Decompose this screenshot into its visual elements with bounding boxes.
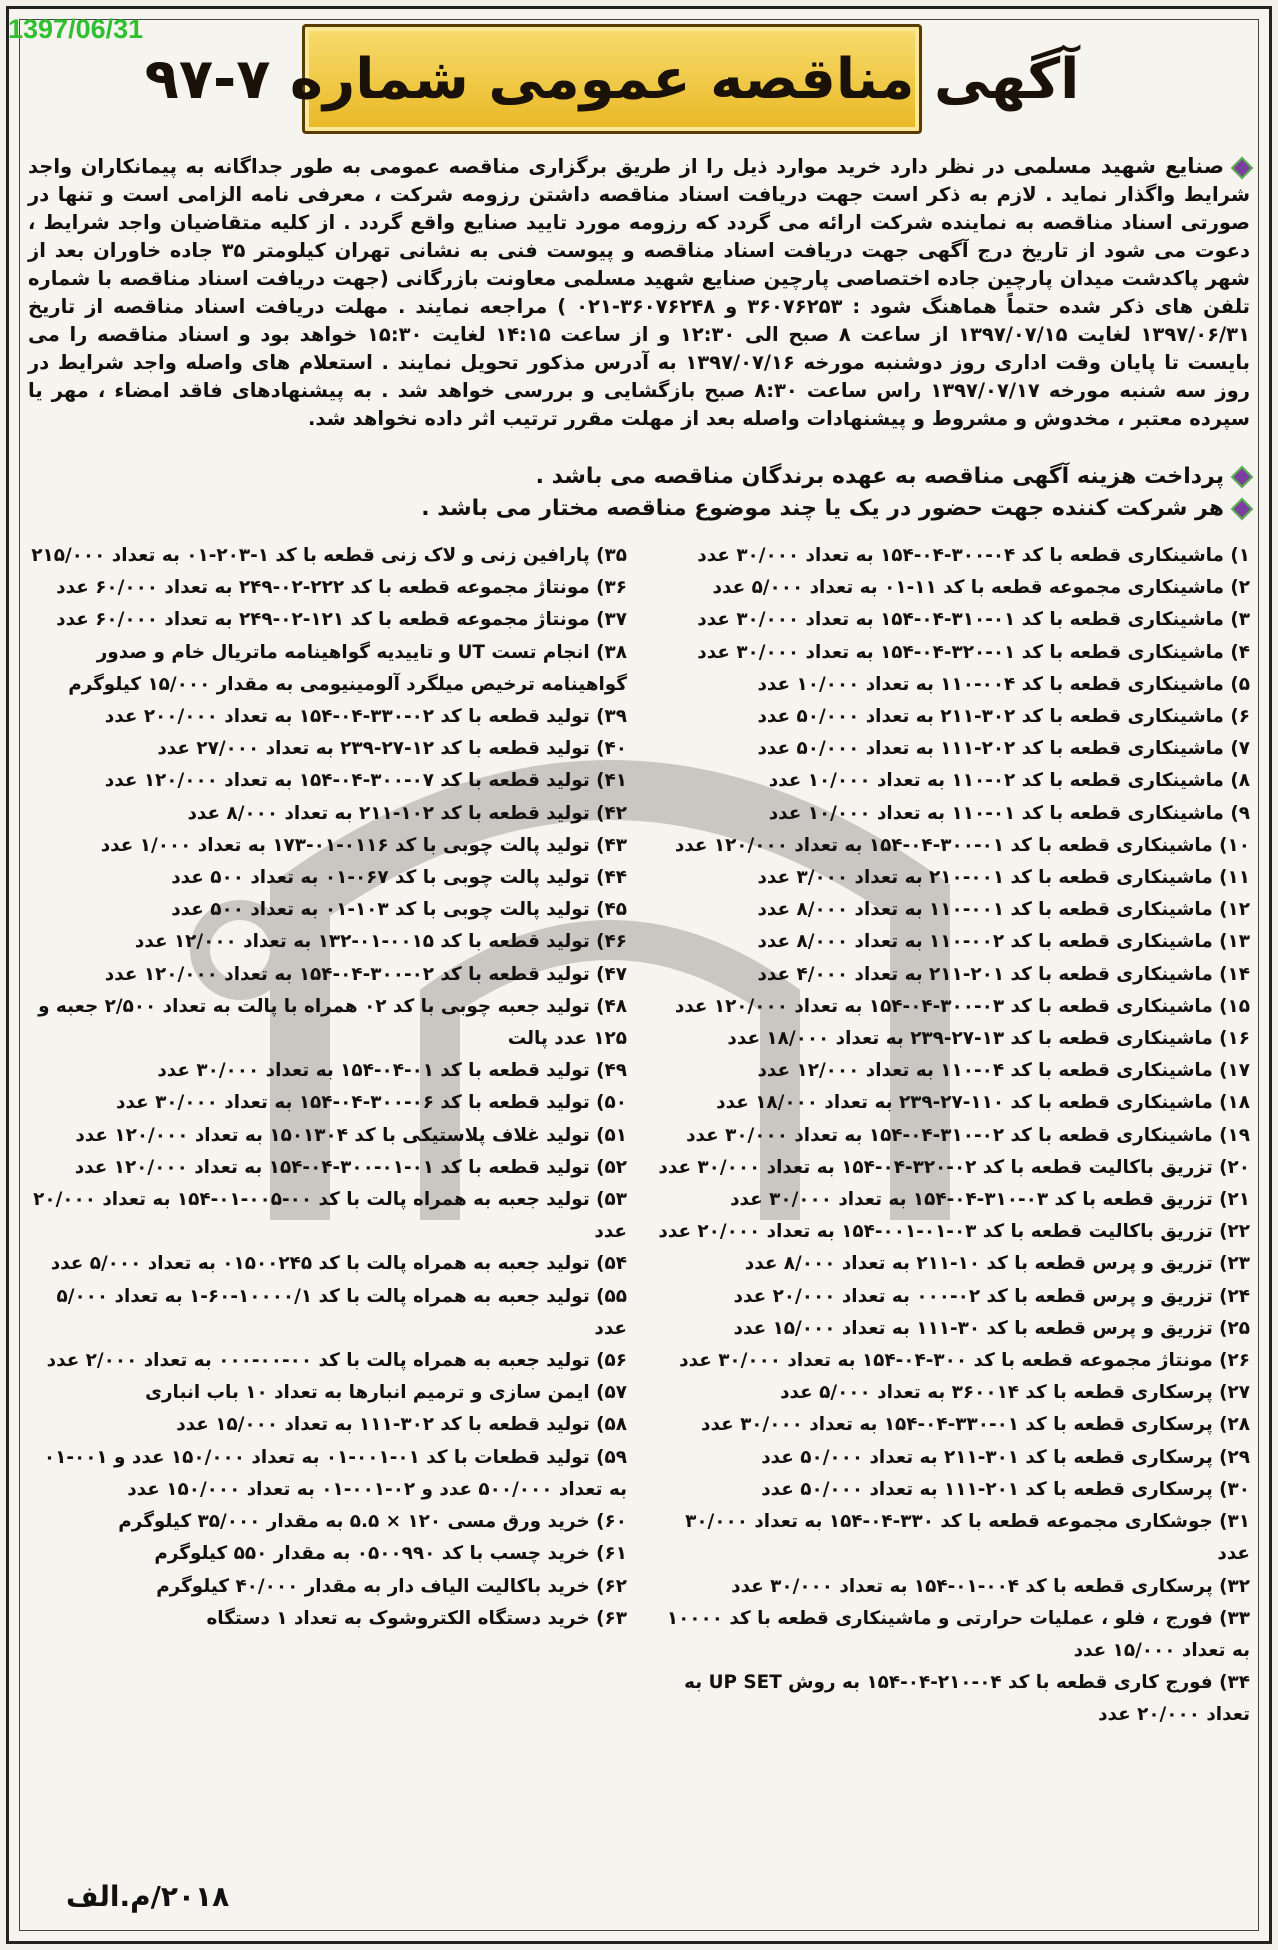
tender-item: ۶۰) خرید ورق مسی ۱۲۰ × ۵.۵ به مقدار ۳۵/۰۰۰ کیلوگرم (118, 1511, 627, 1533)
tender-item: ۱۰) ماشینکاری قطعه با کد ۰۱-۳۰۰-۰۴-۱۵۴ به تعداد ۱۲۰/۰۰۰ عدد (674, 834, 1250, 856)
tender-item: ۳۷) مونتاژ مجموعه قطعه با کد ۱۲۱-۰۲-۲۴۹ به تعداد ۶۰/۰۰۰ عدد (56, 609, 627, 631)
intro-paragraph (28, 152, 1250, 433)
tender-item: ۲۲) تزریق باکالیت قطعه با کد ۰۳-۰۱-۰۰۱-۱۵۴ به تعداد ۲۰/۰۰۰ عدد (658, 1221, 1250, 1243)
tender-item: ۲۸) پرسکاری قطعه با کد ۰۱-۳۳۰-۰۴-۱۵۴ به تعداد ۳۰/۰۰۰ عدد (701, 1414, 1250, 1436)
tender-item: ۲۷) پرسکاری قطعه با کد ۳۶۰۰۱۴ به تعداد ۵/۰۰۰ عدد (780, 1382, 1250, 1404)
tender-item: ۵۸) تولید قطعه با کد ۳۰۲-۱۱۱ به تعداد ۱۵/۰۰۰ عدد (176, 1414, 627, 1436)
tender-item: ۲۴) تزریق و پرس قطعه با کد ۰۲-۰۰۰ به تعداد ۲۰/۰۰۰ عدد (733, 1285, 1250, 1307)
footer-code: ۲۰۱۸/م.الف (66, 1880, 230, 1913)
tender-item: ۴۰) تولید قطعه با کد ۱۲-۲۷-۲۳۹ به تعداد ۲۷/۰۰۰ عدد (157, 738, 627, 760)
tender-item: ۹) ماشینکاری قطعه با کد ۰۱-۱۱۰ به تعداد ۱۰/۰۰۰ عدد (768, 802, 1250, 824)
tender-item: ۲۹) پرسکاری قطعه با کد ۳۰۱-۲۱۱ به تعداد ۵۰/۰۰۰ عدد (761, 1446, 1250, 1468)
tender-item: ۵۰) تولید قطعه با کد ۰۶-۳۰۰-۰۴-۱۵۴ به تعداد ۳۰/۰۰۰ عدد (116, 1092, 627, 1114)
page-title: آگهی مناقصه عمومی شماره ۷-۹۷ (144, 46, 1080, 112)
tender-items (28, 540, 1250, 1885)
company-name: صنایع شهید مسلمی (1013, 154, 1224, 178)
title-banner (144, 24, 1080, 134)
tender-item: ۴۶) تولید قطعه با کد ۰۰۱۵-۰۱-۱۳۲ به تعداد ۱۲/۰۰۰ عدد (134, 931, 627, 953)
tender-item: ۱۹) ماشینکاری قطعه با کد ۰۲-۳۱۰-۰۴-۱۵۴ به تعداد ۳۰/۰۰۰ عدد (686, 1124, 1250, 1146)
tender-item: ۳۳) فورج ، فلو ، عملیات حرارتی و ماشینکاری قطعه با کد ۱۰۰۰۰ به تعداد ۱۵/۰۰۰ عدد (666, 1607, 1250, 1661)
intro-text: در نظر دارد خرید موارد ذیل را از طریق برگزاری مناقصه عمومی به طور جداگانه به پیمانکاران واجد شرایط واگذار نماید . لازم به ذکر است جهت دریافت اسناد مناقصه داشتن رزومه شرکت ، معرفی نامه الزامی است و تنها در صورتی اسناد مناقصه به نماینده شرکت ارائه می گردد که رزومه مورد تایید صنایع واقع گردد . از کلیه متقاضیان واجد شرایط ، دعوت می شود از تاریخ درج آگهی جهت دریافت اسناد مناقصه و پیوست فنی به نشانی تهران کیلومتر ۳۵ جاده خاوران بعد از شهر پاکدشت میدان پارچین جاده اختصاصی پارچین صنایع شهید مسلمی معاونت بازرگانی (جهت دریافت اسناد مناقصه با شماره تلفن های ذکر شده حتماً هماهنگ شود : ۳۶۰۷۶۲۵۳ و ۳۶۰۷۶۲۴۸-۰۲۱ ) مراجعه نمایند . مهلت دریافت اسناد مناقصه از تاریخ ۱۳۹۷/۰۶/۳۱ لغایت ۱۳۹۷/۰۷/۱۵ از ساعت ۸ صبح الی ۱۲:۳۰ و از ساعت ۱۴:۱۵ لغایت ۱۵:۳۰ خواهد بود و اسناد مناقصه را می بایست تا پایان وقت اداری روز دوشنبه مورخه ۱۳۹۷/۰۷/۱۶ به آدرس مذکور تحویل نمایند . استعلام های واصله واجد شرایط در روز سه شنبه مورخه ۱۳۹۷/۰۷/۱۷ راس ساعت ۸:۳۰ صبح بازگشایی و بررسی خواهد شد . به پیشنهادهای فاقد امضاء ، مهر یا سپرده معتبر ، مخدوش و مشروط و پیشنهادات واصله بعد از مهلت مقرر ترتیب اثر داده نخواهد شد. (28, 155, 1251, 430)
tender-item: ۱۱) ماشینکاری قطعه با کد ۰۰۱-۲۱۰ به تعداد ۳/۰۰۰ عدد (757, 867, 1250, 889)
note-item: هر شرکت کننده جهت حضور در یک یا چند موضوع مناقصه مختار می باشد . (28, 494, 1250, 524)
tender-item: ۴۸) تولید جعبه چوبی با کد ۰۲ همراه با پالت به تعداد ۲/۵۰۰ جعبه و ۱۲۵ عدد پالت (38, 995, 627, 1050)
tender-item: ۲۳) تزریق و پرس قطعه با کد ۱۰-۲۱۱ به تعداد ۸/۰۰۰ عدد (744, 1253, 1250, 1275)
tender-item: ۴۵) تولید پالت چوبی با کد ۱۰۳-۰۱ به تعداد ۵۰۰ عدد (171, 899, 627, 921)
tender-item: ۲۶) مونتاژ مجموعه قطعه با کد ۳۰۰-۰۴-۱۵۴ به تعداد ۳۰/۰۰۰ عدد (679, 1350, 1250, 1372)
tender-item: ۱۵) ماشینکاری قطعه با کد ۰۳-۳۰۰-۰۴-۱۵۴ به تعداد ۱۲۰/۰۰۰ عدد (674, 995, 1250, 1017)
tender-item: ۳۸) انجام تست UT و تاییدیه گواهینامه ماتریال خام و صدور گواهینامه ترخیص میلگرد آلومینیومی به مقدار ۱۵/۰۰۰ کیلوگرم (68, 641, 627, 695)
diamond-bullet-icon (1231, 156, 1254, 179)
date-stamp: 1397/06/31 (8, 14, 144, 44)
tender-item: ۳۶) مونتاژ مجموعه قطعه با کد ۲۲۲-۰۲-۲۴۹ به تعداد ۶۰/۰۰۰ عدد (56, 577, 627, 599)
tender-item: ۱) ماشینکاری قطعه با کد ۰۴-۳۰۰-۰۴-۱۵۴ به تعداد ۳۰/۰۰۰ عدد (697, 545, 1250, 566)
tender-item: ۵۹) تولید قطعات با کد ۰۱-۰۰۱-۰۱ به تعداد ۱۵۰/۰۰۰ عدد و ۰۰۱-۰۱ به تعداد ۵۰۰/۰۰۰ عدد و ۰۲-۰۰۱-۰۱ به تعداد ۱۵۰/۰۰۰ عدد (43, 1446, 627, 1500)
tender-item: ۷) ماشینکاری قطعه با کد ۲۰۲-۱۱۱ به تعداد ۵۰/۰۰۰ عدد (757, 738, 1250, 760)
tender-item: ۴۷) تولید قطعه با کد ۰۲-۳۰۰-۰۴-۱۵۴ به تعداد ۱۲۰/۰۰۰ عدد (104, 963, 627, 985)
tender-item: ۱۲) ماشینکاری قطعه با کد ۰۰۱-۱۱۰ به تعداد ۸/۰۰۰ عدد (757, 899, 1250, 921)
tender-item: ۶) ماشینکاری قطعه با کد ۳۰۲-۲۱۱ به تعداد ۵۰/۰۰۰ عدد (757, 706, 1250, 728)
tender-item: ۳۲) پرسکاری قطعه با کد ۰۰۴-۰۱-۱۵۴ به تعداد ۳۰/۰۰۰ عدد (731, 1575, 1250, 1597)
items-column-right (651, 540, 1250, 1885)
tender-item: ۲۰) تزریق باکالیت قطعه با کد ۰۲-۳۲۰-۰۴-۱۵۴ به تعداد ۳۰/۰۰۰ عدد (658, 1156, 1250, 1178)
tender-item: ۵۶) تولید جعبه به همراه پالت با کد ۰۰-۰۰-۰۰۰ به تعداد ۲/۰۰۰ عدد (46, 1350, 627, 1372)
tender-item: ۴۲) تولید قطعه با کد ۱۰۲-۲۱۱ به تعداد ۸/۰۰۰ عدد (187, 802, 627, 824)
tender-item: ۳۴) فورج کاری قطعه با کد ۰۴-۲۱۰-۰۴-۱۵۴ به روش UP SET به تعداد ۲۰/۰۰۰ عدد (684, 1672, 1250, 1726)
tender-item: ۵۳) تولید جعبه به همراه پالت با کد ۰۰-۰۰۵-۰۱-۱۵۴ به تعداد ۲۰/۰۰۰ عدد (33, 1189, 627, 1243)
tender-item: ۴۴) تولید پالت چوبی با کد ۰۶۷-۰۱ به تعداد ۵۰۰ عدد (171, 867, 627, 889)
tender-item: ۳۱) جوشکاری مجموعه قطعه با کد ۳۳۰-۰۴-۱۵۴ به تعداد ۳۰/۰۰۰ عدد (685, 1511, 1250, 1565)
tender-item: ۳۹) تولید قطعه با کد ۰۲-۳۳۰-۰۴-۱۵۴ به تعداد ۲۰۰/۰۰۰ عدد (104, 706, 627, 728)
tender-item: ۶۱) خرید چسب با کد ۰۵۰۰۹۹۰ به مقدار ۵۵۰ کیلوگرم (154, 1543, 627, 1565)
tender-item: ۵۴) تولید جعبه به همراه پالت با کد ۰۱۵۰۰۲۴۵ به تعداد ۵/۰۰۰ عدد (50, 1253, 627, 1275)
tender-item: ۵۲) تولید قطعه با کد ۰۱-۰۱-۳۰۰-۰۴-۱۵۴ به تعداد ۱۲۰/۰۰۰ عدد (74, 1156, 627, 1178)
tender-item: ۵۷) ایمن سازی و ترمیم انبارها به تعداد ۱۰ باب انباری (145, 1382, 627, 1404)
tender-item: ۵۱) تولید غلاف پلاستیکی با کد ۱۵۰۱۳۰۴ به تعداد ۱۲۰/۰۰۰ عدد (75, 1124, 627, 1146)
tender-item: ۸) ماشینکاری قطعه با کد ۰۲-۱۱۰ به تعداد ۱۰/۰۰۰ عدد (768, 770, 1250, 792)
tender-item: ۶۲) خرید باکالیت الیاف دار به مقدار ۴۰/۰۰۰ کیلوگرم (156, 1575, 627, 1597)
tender-item: ۲۱) تزریق قطعه با کد ۰۳-۳۱۰-۰۴-۱۵۴ به تعداد ۳۰/۰۰۰ عدد (730, 1189, 1250, 1211)
tender-item: ۵۵) تولید جعبه به همراه پالت با کد ۱۰۰۰۰/۱-۶۰-۱ به تعداد ۵/۰۰۰ عدد (56, 1285, 627, 1339)
diamond-bullet-icon (1231, 498, 1254, 521)
tender-item: ۴۱) تولید قطعه با کد ۰۷-۳۰۰-۰۴-۱۵۴ به تعداد ۱۲۰/۰۰۰ عدد (104, 770, 627, 792)
tender-item: ۳) ماشینکاری قطعه با کد ۰۱-۳۱۰-۰۴-۱۵۴ به تعداد ۳۰/۰۰۰ عدد (697, 609, 1250, 631)
tender-item: ۳۰) پرسکاری قطعه با کد ۲۰۱-۱۱۱ به تعداد ۵۰/۰۰۰ عدد (761, 1478, 1250, 1500)
tender-item: ۴) ماشینکاری قطعه با کد ۰۱-۳۲۰-۰۴-۱۵۴ به تعداد ۳۰/۰۰۰ عدد (697, 641, 1250, 663)
tender-item: ۴۹) تولید قطعه با کد ۰۱-۰۴-۱۵۴ به تعداد ۳۰/۰۰۰ عدد (157, 1060, 627, 1082)
tender-item: ۳۵) پارافین زنی و لاک زنی قطعه با کد ۱-۲۰۳-۰۱ به تعداد ۲۱۵/۰۰۰ (31, 545, 627, 566)
tender-item: ۵) ماشینکاری قطعه با کد ۰۰۴-۱۱۰ به تعداد ۱۰/۰۰۰ عدد (757, 673, 1250, 695)
note-item: پرداخت هزینه آگهی مناقصه به عهده برندگان مناقصه می باشد . (28, 462, 1250, 492)
tender-item: ۱۴) ماشینکاری قطعه با کد ۲۰۱-۲۱۱ به تعداد ۴/۰۰۰ عدد (757, 963, 1250, 985)
tender-item: ۶۳) خرید دستگاه الکتروشوک به تعداد ۱ دستگاه (206, 1607, 627, 1629)
tender-item: ۲) ماشینکاری مجموعه قطعه با کد ۱۱-۰۱ به تعداد ۵/۰۰۰ عدد (712, 577, 1250, 599)
tender-item: ۲۵) تزریق و پرس قطعه با کد ۳۰-۱۱۱ به تعداد ۱۵/۰۰۰ عدد (733, 1317, 1250, 1339)
tender-item: ۴۳) تولید پالت چوبی با کد ۰۱۱۶-۰۱-۱۷۳ به تعداد ۱/۰۰۰ عدد (100, 834, 627, 856)
notes-list (28, 462, 1250, 526)
tender-item: ۱۸) ماشینکاری قطعه با کد ۱۱۰-۲۷-۲۳۹ به تعداد ۱۸/۰۰۰ عدد (716, 1092, 1250, 1114)
tender-item: ۱۷) ماشینکاری قطعه با کد ۰۴-۱۱۰ به تعداد ۱۲/۰۰۰ عدد (757, 1060, 1250, 1082)
items-column-left (28, 540, 627, 1885)
diamond-bullet-icon (1231, 466, 1254, 489)
tender-item: ۱۳) ماشینکاری قطعه با کد ۰۰۲-۱۱۰ به تعداد ۸/۰۰۰ عدد (757, 931, 1250, 953)
tender-item: ۱۶) ماشینکاری قطعه با کد ۱۳-۲۷-۲۳۹ به تعداد ۱۸/۰۰۰ عدد (727, 1028, 1250, 1050)
